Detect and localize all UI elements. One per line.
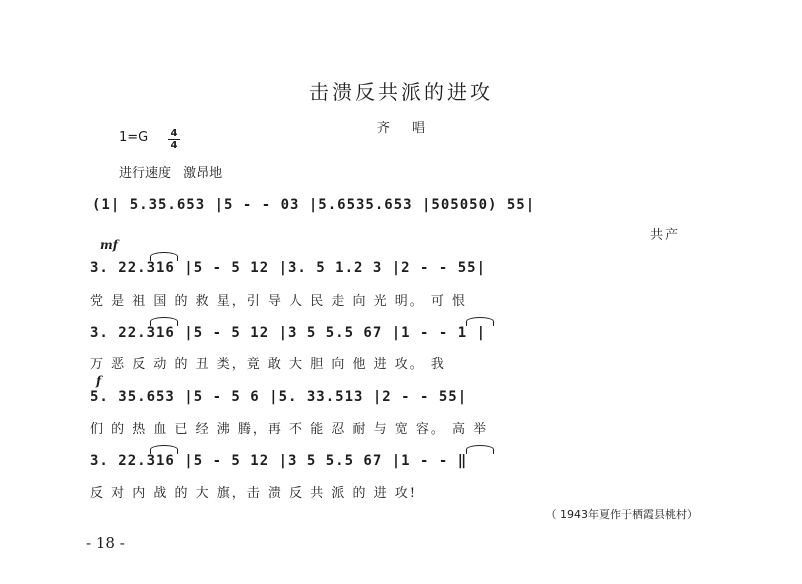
- performance-type: 齐 唱: [376, 121, 426, 136]
- tempo-marking: 进行速度 激昂地: [119, 166, 223, 181]
- composition-credit: （ 1943年夏作于栖霞县桃村）: [545, 508, 698, 521]
- notes-line: 3. 22.316 |5 - 5 12 |3 5 5.5 67 |1 - - 1 |: [90, 325, 487, 341]
- intro-lyric: 共产: [650, 228, 681, 243]
- page-number: - 18 -: [86, 534, 125, 552]
- notes-line: 3. 22.316 |5 - 5 12 |3 5 5.5 67 |1 - - ‖: [90, 453, 468, 469]
- key-signature: 1=G: [119, 130, 149, 145]
- lyric-line: 万 恶 反 动 的 丑 类，竟 敢 大 胆 向 他 进 攻。 我: [90, 357, 446, 372]
- notes-line: 3. 22.316 |5 - 5 12 |3. 5 1.2 3 |2 - - 55|: [90, 260, 487, 276]
- notes-line: 5. 35.653 |5 - 5 6 |5. 33.513 |2 - - 55|: [90, 389, 468, 405]
- meter-top: 4: [170, 128, 178, 139]
- intro-notes: (1| 5.35.653 |5 - - 03 |5.6535.653 |505050) 55|: [92, 197, 536, 213]
- lyric-line: 党 是 祖 国 的 救 星，引 导 人 民 走 向 光 明。 可 恨: [90, 294, 467, 309]
- time-signature: [168, 128, 180, 151]
- dynamic-mark: mf: [100, 238, 118, 252]
- lyric-line: 们 的 热 血 已 经 沸 腾，再 不 能 忍 耐 与 宽 容。 高 举: [90, 422, 489, 437]
- song-title: 击溃反共派的进攻: [309, 80, 493, 104]
- lyric-line: 反 对 内 战 的 大 旗，击 溃 反 共 派 的 进 攻!: [90, 486, 417, 501]
- meter-bottom: 4: [168, 139, 180, 151]
- dynamic-mark: f: [96, 374, 102, 388]
